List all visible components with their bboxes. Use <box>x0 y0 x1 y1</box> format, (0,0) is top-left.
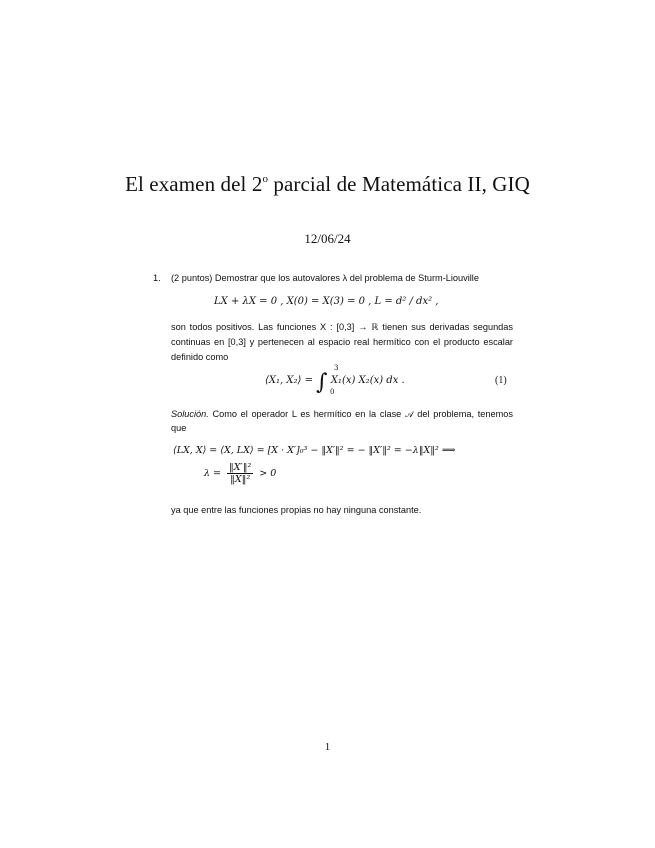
title-part-1: El examen del 2 <box>125 172 263 196</box>
inner-product-integrand: X₁(x) X₂(x) dx . <box>330 375 405 386</box>
integral-upper-limit: 3 <box>334 364 339 372</box>
lambda-equals: λ = <box>204 468 225 479</box>
rayleigh-quotient-fraction <box>227 462 253 485</box>
inner-product-equation <box>265 364 405 396</box>
solution-label: Solución. <box>171 409 209 419</box>
page-title <box>0 172 655 197</box>
equation-number: (1) <box>495 375 507 386</box>
boundary-value-equation: LX + λX = 0 , X(0) = X(3) = 0 , L = d² / dx² , <box>214 296 439 307</box>
problem-number: 1. <box>153 273 161 283</box>
positivity-inequality: > 0 <box>256 468 277 479</box>
derivation-line-1: ⟨LX, X⟩ = ⟨X, LX⟩ = [X · X′]₀³ − ‖X′‖² = − ‖X′‖² = −λ‖X‖² ⟹ <box>173 445 456 456</box>
integral-lower-limit: 0 <box>330 388 335 396</box>
fraction-denominator: ‖X‖² <box>230 474 251 485</box>
solution-text: Como el operador L es hermítico en la clase 𝒜 del problema, tenemos que <box>171 409 513 433</box>
inner-product-lhs: ⟨X₁, X₂⟩ = <box>265 375 317 386</box>
integral-sign: ∫ <box>316 370 328 395</box>
exam-date: 12/06/24 <box>304 231 351 246</box>
problem-paragraph: son todos positivos. Las funciones X : [0,3] → ℝ tienen sus derivadas segundas continuas en [0,3] y pertenecen al espacio real hermítico con el producto escalar definido como <box>171 322 513 362</box>
title-part-2: parcial de Matemática II, GIQ <box>268 172 530 196</box>
problem-statement: (2 puntos) Demostrar que los autovalores λ del problema de Sturm-Liouville <box>171 273 479 283</box>
title-ordinal-superscript: o <box>262 173 269 185</box>
conclusion-text: ya que entre las funciones propias no hay ninguna constante. <box>171 505 422 515</box>
derivation-line-2 <box>204 462 276 485</box>
fraction-numerator: ‖X′‖² <box>229 462 252 473</box>
page-number: 1 <box>324 741 331 753</box>
solution-paragraph <box>171 407 513 435</box>
